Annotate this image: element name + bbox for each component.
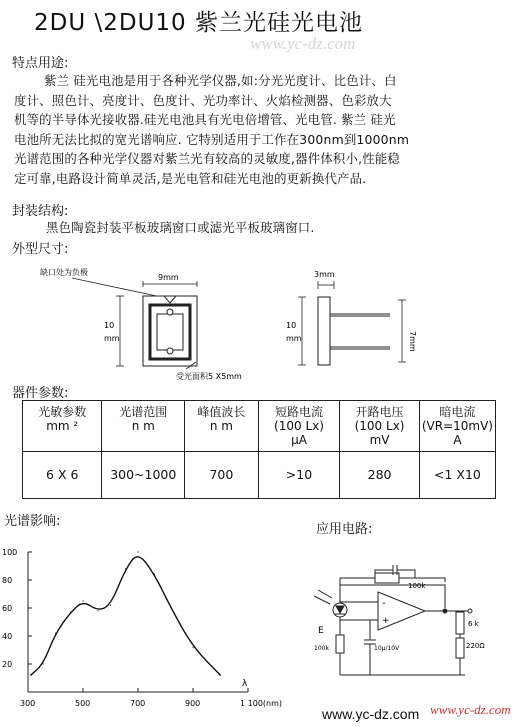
x-tick-label: 300	[20, 699, 36, 708]
thickness-label: 3mm	[314, 270, 335, 279]
e-label: E	[318, 626, 324, 636]
y-tick-label: 20	[2, 660, 13, 669]
rf-label: 100k	[408, 582, 426, 590]
data-point	[30, 675, 31, 676]
resistor-r1	[336, 635, 344, 653]
data-point	[137, 551, 138, 552]
r3-label: 220Ω	[466, 642, 485, 650]
resistor-r3	[456, 638, 464, 658]
resistor-r2	[456, 612, 464, 634]
value-cell: <1 X10	[419, 452, 495, 499]
data-point	[125, 568, 126, 569]
page-title: 2DU \2DU10 紫兰光硅光电池	[34, 10, 363, 36]
value-cell: 700	[185, 452, 259, 499]
side-view-drawing	[286, 270, 417, 365]
circuit-heading: 应用电路:	[316, 522, 373, 537]
negative-pole-label: 缺口处为负极	[40, 268, 88, 277]
dimension-drawings	[0, 255, 523, 385]
application-circuit	[300, 540, 520, 690]
width-label: 9mm	[158, 273, 179, 282]
spectral-response-chart	[0, 540, 283, 720]
data-point	[70, 612, 71, 613]
height-unit: mm	[104, 334, 120, 343]
r1-label: 100k	[314, 645, 329, 652]
x-tick-label: 900	[185, 699, 201, 708]
data-point	[98, 610, 99, 611]
light-arrow-icon	[314, 596, 330, 604]
y-tick-label: 100	[2, 548, 18, 557]
data-point	[110, 605, 111, 606]
value-cell: 280	[340, 452, 420, 499]
header-cell-open-circuit: 开路电压 (100 Lx) mV	[340, 401, 420, 452]
x-tick-label: 500	[75, 699, 91, 708]
pin-hole-bottom	[167, 348, 173, 354]
features-line: 定可靠,电路设计简单灵活,是光电管和硅光电池的更新换代产品.	[14, 170, 367, 186]
data-point	[82, 600, 83, 601]
features-heading: 特点用途:	[12, 56, 69, 71]
params-header-row	[23, 401, 496, 452]
value-cell: >10	[258, 452, 340, 499]
params-heading: 器件参数:	[12, 386, 69, 401]
y-tick-label: 60	[2, 604, 13, 613]
height-number: 10	[104, 321, 115, 330]
package-heading: 封装结构:	[12, 204, 69, 219]
value-cell: 300~1000	[102, 452, 185, 499]
data-point	[43, 663, 44, 664]
header-cell-sensitive-area: 光敏参数 mm ²	[23, 401, 102, 452]
data-point	[154, 574, 155, 575]
header-cell-spectral-range: 光谱范围 n m	[102, 401, 185, 452]
r2-label: 6 k	[468, 620, 479, 628]
value-cell: 6 X 6	[23, 452, 102, 499]
area-label: 受光面积5 X5mm	[176, 372, 242, 381]
y-tick-label: 80	[2, 576, 13, 585]
data-point	[170, 607, 171, 608]
features-line: 度计、照色计、亮度计、色度计、光功率计、火焰检测器、色彩放大	[14, 92, 392, 108]
x-tick-label: 1 100(nm)	[240, 699, 283, 708]
data-point	[55, 633, 56, 634]
feedback-resistor	[375, 573, 399, 583]
params-value-row	[23, 452, 496, 499]
feedback-wire	[340, 578, 375, 582]
params-table	[22, 400, 496, 499]
front-view-drawing	[40, 267, 242, 381]
x-tick-label: 700	[130, 699, 146, 708]
data-point	[220, 675, 221, 676]
features-line: 紫兰 硅光电池是用于各种光学仪器,如:分光光度计、比色计、白	[44, 73, 397, 88]
pin-hole-top	[167, 309, 173, 315]
package-text: 黑色陶瓷封装平板玻璃窗口或滤光平板玻璃窗口.	[46, 220, 315, 235]
side-package	[318, 297, 330, 365]
minus-label: -	[382, 598, 386, 609]
spectrum-heading: 光谱影响:	[4, 514, 61, 529]
lead-length-label: 7mm	[408, 331, 417, 352]
series-line	[31, 557, 221, 675]
features-line: 电池所无法比拟的宽光谱响应. 它特别适用于工作在300nm到1000nm	[14, 131, 410, 147]
header-cell-peak-wavelength: 峰值波长 n m	[185, 401, 259, 452]
plus-label: +	[382, 616, 390, 626]
y-tick-label: 40	[2, 632, 13, 641]
features-paragraph	[14, 71, 514, 188]
side-height-unit: mm	[286, 334, 302, 343]
watermark-bottom: www.yc-dz.com	[430, 702, 511, 717]
c1-label: 10μ/10V	[374, 645, 400, 652]
side-height-number: 10	[286, 321, 297, 330]
watermark-top: www.yc-dz.com	[250, 34, 356, 53]
leader-line	[72, 278, 166, 298]
header-cell-dark-current: 暗电流 (VR=10mV) A	[419, 401, 495, 452]
features-line: 机等的半导体光接收器.硅光电池具有光电倍增管、光电管. 紫兰 硅光	[14, 112, 396, 127]
inverting-input-wire	[340, 585, 378, 602]
footer-url: www.yc-dz.com	[322, 706, 420, 722]
features-line: 光谱范围的各种光学仪器对紫兰光有较高的灵敏度,器件体积小,性能稳	[14, 151, 400, 166]
x-axis-symbol: λ	[242, 679, 248, 689]
dimensions-heading: 外型尺寸:	[12, 242, 69, 257]
chart-axes	[28, 552, 248, 692]
data-point	[192, 647, 193, 648]
header-cell-short-circuit: 短路电流 (100 Lx) μA	[258, 401, 340, 452]
sensitive-area	[157, 314, 183, 350]
chart-x-ticks	[20, 679, 282, 708]
